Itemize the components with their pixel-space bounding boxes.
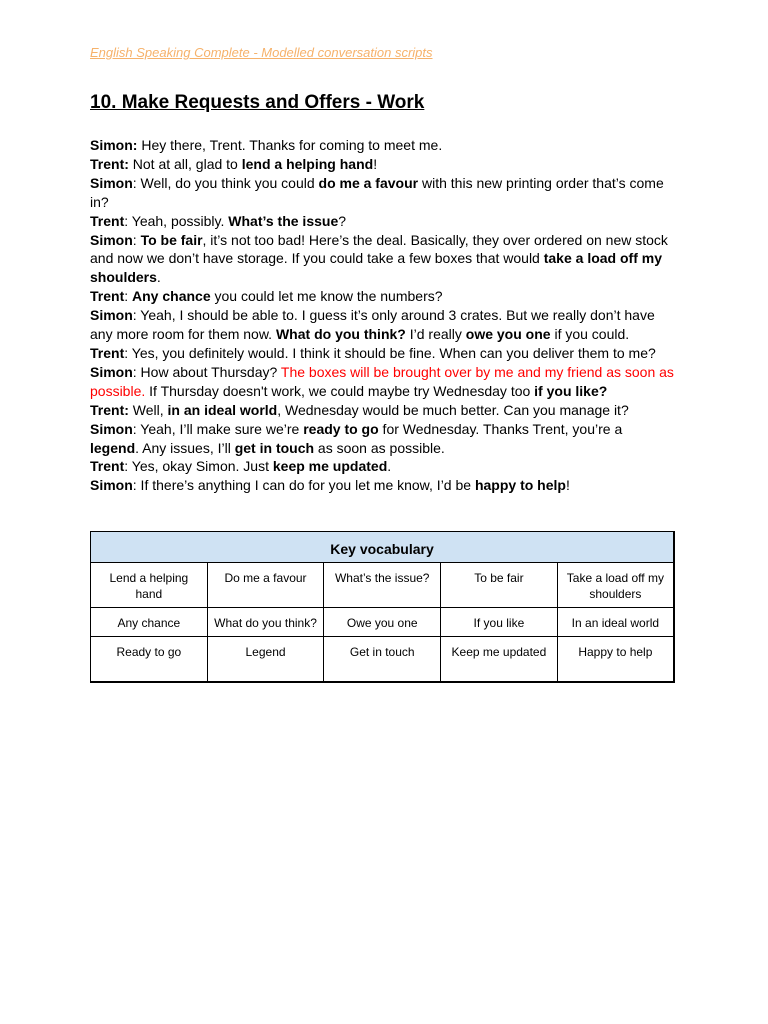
key-phrase: What do you think?	[275, 326, 406, 343]
key-phrase: To be fair	[140, 231, 203, 248]
vocab-cell: What do you think?	[207, 608, 324, 637]
dialogue-text: Hey there, Trent. Thanks for coming to meet me.	[137, 137, 443, 153]
dialogue-text: as soon as possible.	[314, 439, 445, 456]
vocab-cell: Any chance	[91, 608, 208, 637]
dialogue-text: : Yeah, I’ll make sure we’re	[132, 420, 304, 437]
dialogue-text: if you could.	[550, 326, 630, 343]
table-row	[91, 563, 675, 608]
key-phrase: owe you one	[465, 326, 551, 343]
dialogue-text: ?	[338, 212, 347, 229]
vocabulary-heading: Key vocabulary	[91, 532, 675, 563]
key-phrase: in an ideal world	[167, 401, 278, 418]
page-title: 10. Make Requests and Offers - Work	[90, 92, 425, 113]
dialogue-line	[90, 344, 675, 363]
vocab-cell: Get in touch	[324, 637, 441, 683]
dialogue-text: : Yeah, possibly.	[124, 212, 229, 229]
dialogue-text: you could let me know the numbers?	[210, 288, 443, 305]
highlighted-sentence: The boxes will be brought over by me and my friend as soon as possible.	[90, 363, 674, 399]
speaker-name: Trent:	[90, 401, 129, 418]
dialogue-text: : Well, do you think you could	[132, 174, 319, 191]
speaker-name: Trent	[90, 458, 125, 475]
key-phrase: Any chance	[132, 288, 211, 305]
speaker-name: Simon	[90, 231, 133, 248]
vocab-cell: Take a load off my shoulders	[557, 563, 674, 608]
vocab-cell: What’s the issue?	[324, 563, 441, 608]
dialogue-line	[90, 476, 675, 495]
vocab-cell: Legend	[207, 637, 324, 683]
dialogue-text: : Yeah, I should be able to. I guess it’s only around 3 crates. But we really don’t have any more room for them now.	[90, 307, 655, 343]
key-phrase: happy to help	[474, 477, 566, 494]
dialogue-line	[90, 174, 675, 212]
dialogue-text: .	[387, 458, 392, 475]
key-phrase: if you like?	[534, 382, 608, 399]
vocab-cell: In an ideal world	[557, 608, 674, 637]
vocab-cell: Happy to help	[557, 637, 674, 683]
dialogue-text: !	[373, 155, 378, 172]
speaker-name: Simon	[90, 307, 133, 324]
vocab-cell: To be fair	[441, 563, 558, 608]
key-phrase: get in touch	[234, 439, 315, 456]
dialogue-line	[90, 155, 675, 174]
key-phrase: take a load off my shoulders	[90, 250, 662, 286]
dialogue-text: Not at all, glad to	[128, 155, 242, 172]
speaker-name: Simon:	[90, 137, 138, 153]
speaker-name: Simon	[90, 477, 133, 494]
key-phrase: keep me updated	[272, 458, 388, 475]
vocab-cell: Keep me updated	[441, 637, 558, 683]
dialogue-line	[90, 306, 675, 344]
dialogue-line	[90, 401, 675, 420]
vocab-cell: Ready to go	[91, 637, 208, 683]
speaker-name: Trent	[90, 288, 125, 305]
dialogue-text: :	[132, 231, 141, 248]
key-phrase: do me a favour	[318, 174, 419, 191]
dialogue-text: : If there’s anything I can do for you let me know, I’d be	[132, 477, 475, 494]
vocab-cell: Lend a helping hand	[91, 563, 208, 608]
speaker-name: Trent	[90, 344, 125, 361]
key-phrase: ready to go	[303, 420, 379, 437]
speaker-name: Simon	[90, 174, 133, 191]
dialogue-line	[90, 136, 675, 155]
key-phrase: What’s the issue	[228, 212, 339, 229]
vocab-cell: Do me a favour	[207, 563, 324, 608]
dialogue-line	[90, 457, 675, 476]
dialogue-line	[90, 363, 675, 401]
dialogue-line	[90, 420, 675, 458]
dialogue-text: :	[124, 288, 133, 305]
dialogue-line	[90, 212, 675, 231]
key-phrase: legend	[90, 439, 136, 456]
speaker-name: Trent:	[90, 155, 129, 172]
dialogue-text: with this new printing order that’s come in?	[90, 174, 664, 210]
table-row	[91, 637, 675, 683]
dialogue-text: : Yes, okay Simon. Just	[124, 458, 273, 475]
dialogue-text: !	[565, 477, 570, 494]
vocabulary-table	[90, 531, 675, 683]
dialogue-text: , Wednesday would be much better. Can you manage it?	[277, 401, 629, 418]
dialogue-line	[90, 231, 675, 288]
table-row	[91, 608, 675, 637]
speaker-name: Simon	[90, 420, 133, 437]
dialogue-text: .	[156, 269, 161, 286]
speaker-name: Simon	[90, 363, 133, 380]
dialogue-text: for Wednesday. Thanks Trent, you’re a	[378, 420, 623, 437]
key-phrase: lend a helping hand	[241, 155, 374, 172]
dialogue-text: : How about Thursday?	[132, 363, 281, 380]
vocab-cell: If you like	[441, 608, 558, 637]
dialogue-text: , it’s not too bad! Here’s the deal. Basically, they over ordered on new stock and now we don’t have storage. If you could take a few boxes that would	[90, 231, 668, 267]
dialogue-text: If Thursday doesn't work, we could maybe try Wednesday too	[145, 382, 535, 399]
dialogue-text: Well,	[128, 401, 168, 418]
header-link[interactable]: English Speaking Complete - Modelled conversation scripts	[90, 45, 433, 60]
dialogue-line	[90, 287, 675, 306]
vocab-cell: Owe you one	[324, 608, 441, 637]
dialogue-text: I’d really	[405, 326, 466, 343]
dialogue-text: : Yes, you definitely would. I think it should be fine. When can you deliver them to me?	[124, 344, 656, 361]
dialogue-text: . Any issues, I’ll	[135, 439, 235, 456]
dialogue	[90, 136, 675, 495]
speaker-name: Trent	[90, 212, 125, 229]
